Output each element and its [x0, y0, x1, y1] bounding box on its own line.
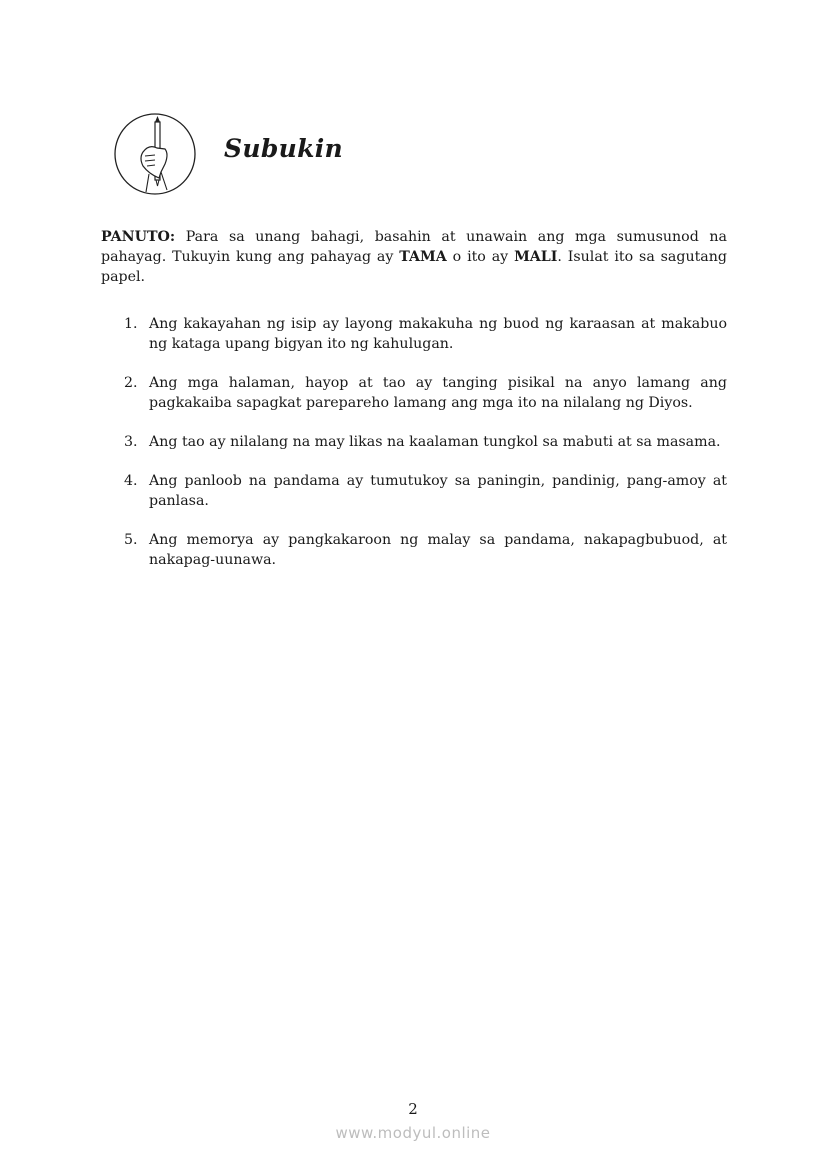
list-item — [124, 471, 727, 511]
hand-holding-pencil-icon — [113, 112, 197, 196]
instructions-text: o ito ay — [446, 249, 515, 265]
page-number: 2 — [408, 1100, 418, 1118]
section-title: Subukin — [224, 134, 343, 163]
mali-keyword: MALI — [514, 249, 558, 265]
item-text: Ang kakayahan ng isip ay layong makakuha ng buod ng karaasan at makabuo ng kataga upang bigyan ito ng kahulugan. — [149, 316, 727, 352]
list-item — [124, 314, 727, 354]
item-number: 3. — [124, 434, 138, 450]
list-item — [124, 432, 727, 452]
item-text: Ang panloob na pandama ay tumutukoy sa paningin, pandinig, pang-amoy at panlasa. — [149, 473, 727, 509]
item-text: Ang mga halaman, hayop at tao ay tanging pisikal na anyo lamang ang pagkakaiba sapagkat parepareho lamang ang mga ito na nilalang ng Diyos. — [149, 375, 727, 411]
instructions-label: PANUTO: — [101, 229, 176, 245]
item-number: 5. — [124, 532, 138, 548]
list-item — [124, 373, 727, 413]
instructions — [101, 227, 727, 287]
item-number: 2. — [124, 375, 138, 391]
statement-list — [124, 314, 727, 589]
instructions-text: . Isulat ito sa sagutang papel. — [101, 249, 727, 285]
watermark: www.modyul.online — [335, 1124, 491, 1142]
list-item — [124, 530, 727, 570]
item-number: 4. — [124, 473, 138, 489]
item-text: Ang tao ay nilalang na may likas na kaalaman tungkol sa mabuti at sa masama. — [149, 434, 721, 450]
tama-keyword: TAMA — [399, 249, 447, 265]
instructions-text: Para sa unang bahagi, basahin at unawain ang mga sumusunod na pahayag. Tukuyin kung ang pahayag ay — [101, 229, 727, 265]
item-text: Ang memorya ay pangkakaroon ng malay sa pandama, nakapagbubuod, at nakapag-uunawa. — [149, 532, 727, 568]
item-number: 1. — [124, 316, 138, 332]
